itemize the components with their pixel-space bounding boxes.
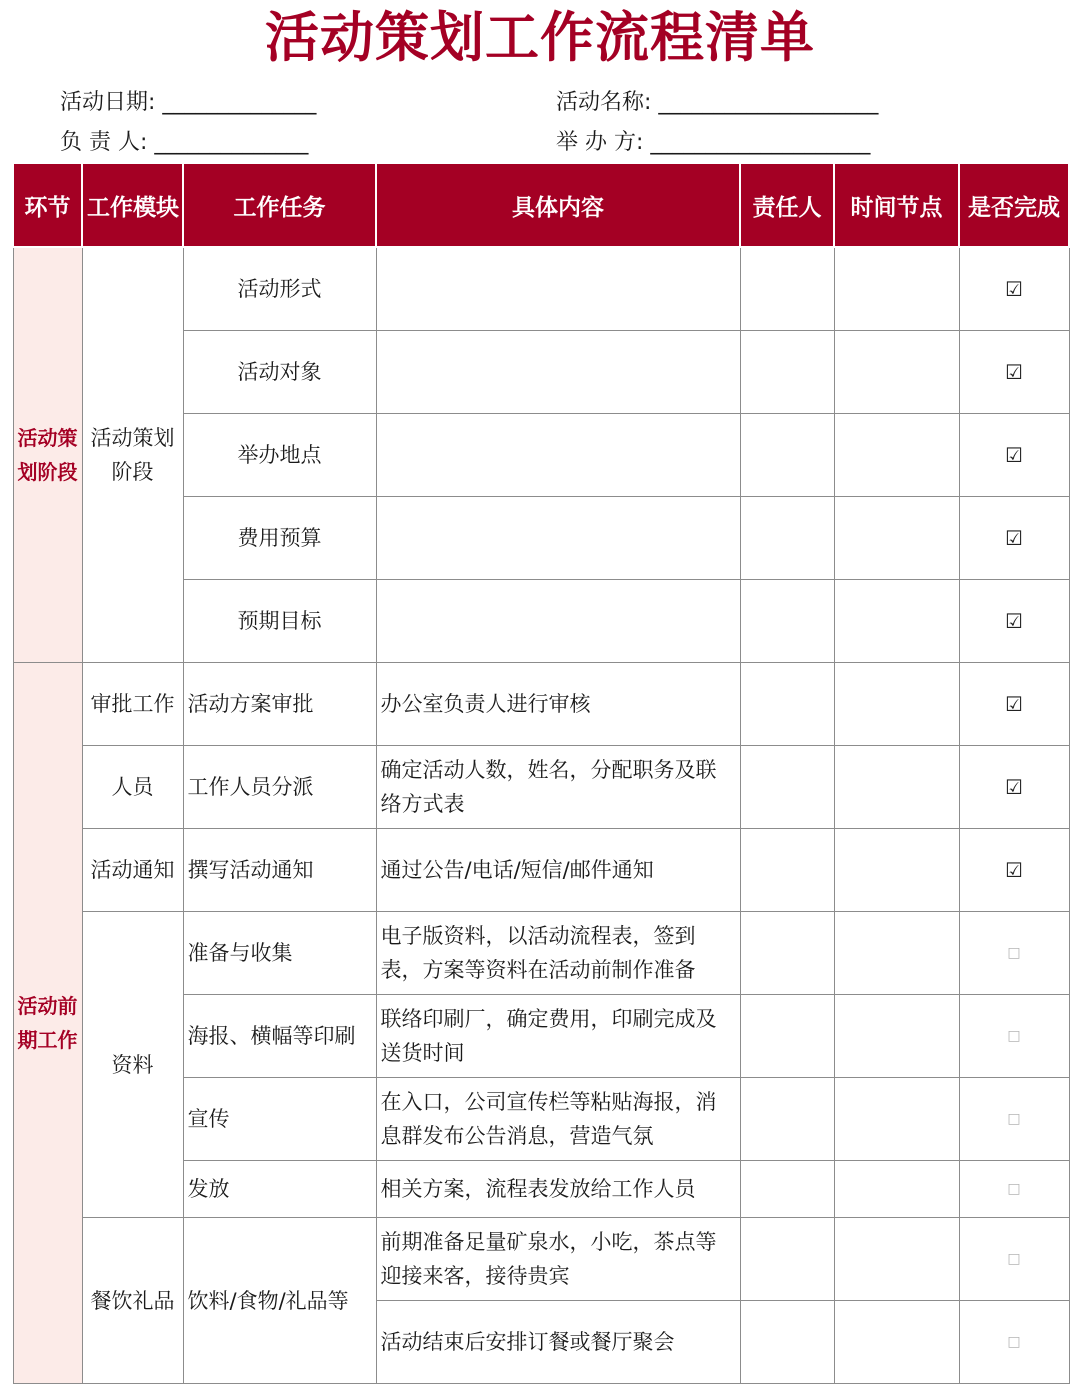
content-cell[interactable]: 电子版资料，以活动流程表，签到表，方案等资料在活动前制作准备 xyxy=(376,912,740,995)
time-cell[interactable] xyxy=(834,580,959,663)
owner-cell[interactable] xyxy=(740,580,834,663)
owner-cell[interactable] xyxy=(740,1078,834,1161)
content-cell[interactable]: 前期准备足量矿泉水，小吃，茶点等迎接来客，接待贵宾 xyxy=(376,1218,740,1301)
content-cell[interactable] xyxy=(376,580,740,663)
header-row xyxy=(13,163,1069,247)
host-label: 举 办 方: xyxy=(556,130,644,155)
time-cell[interactable] xyxy=(834,995,959,1078)
time-cell[interactable] xyxy=(834,1218,959,1301)
owner-cell[interactable] xyxy=(740,912,834,995)
header-owner: 责任人 xyxy=(740,163,834,247)
meta-host xyxy=(556,128,870,158)
done-checkbox[interactable]: ☑ xyxy=(959,580,1069,663)
task-cell: 准备与收集 xyxy=(183,912,376,995)
content-cell[interactable]: 办公室负责人进行审核 xyxy=(376,663,740,746)
content-cell[interactable] xyxy=(376,497,740,580)
table-row xyxy=(13,912,1069,995)
task-cell: 预期目标 xyxy=(183,580,376,663)
task-cell: 活动形式 xyxy=(183,247,376,331)
owner-cell[interactable] xyxy=(740,414,834,497)
header-stage: 环节 xyxy=(13,163,82,247)
table-row xyxy=(13,1218,1069,1301)
done-checkbox[interactable]: □ xyxy=(959,995,1069,1078)
task-cell: 活动对象 xyxy=(183,331,376,414)
table-row xyxy=(13,663,1069,746)
checklist-table xyxy=(12,162,1070,1384)
done-checkbox[interactable]: ☑ xyxy=(959,829,1069,912)
date-label: 活动日期: xyxy=(60,90,156,115)
stage-cell: 活动策划阶段 xyxy=(13,247,82,663)
owner-field[interactable]: ______________ xyxy=(154,130,309,155)
module-cell: 活动策划阶段 xyxy=(82,247,183,663)
time-cell[interactable] xyxy=(834,1301,959,1384)
content-cell[interactable] xyxy=(376,247,740,331)
header-module: 工作模块 xyxy=(82,163,183,247)
done-checkbox[interactable]: □ xyxy=(959,1078,1069,1161)
task-cell: 宣传 xyxy=(183,1078,376,1161)
time-cell[interactable] xyxy=(834,829,959,912)
page-title: 活动策划工作流程清单 xyxy=(265,6,815,69)
owner-label: 负 责 人: xyxy=(60,130,148,155)
table-row xyxy=(13,746,1069,829)
task-cell: 费用预算 xyxy=(183,497,376,580)
content-cell[interactable]: 通过公告/电话/短信/邮件通知 xyxy=(376,829,740,912)
table-row xyxy=(13,829,1069,912)
module-cell: 资料 xyxy=(82,912,183,1218)
done-checkbox[interactable]: ☑ xyxy=(959,414,1069,497)
task-cell: 海报、横幅等印刷 xyxy=(183,995,376,1078)
date-field[interactable]: ______________ xyxy=(162,90,317,115)
header-time: 时间节点 xyxy=(834,163,959,247)
owner-cell[interactable] xyxy=(740,995,834,1078)
content-cell[interactable]: 在入口，公司宣传栏等粘贴海报，消息群发布公告消息，营造气氛 xyxy=(376,1078,740,1161)
done-checkbox[interactable]: □ xyxy=(959,1301,1069,1384)
owner-cell[interactable] xyxy=(740,829,834,912)
table-row xyxy=(13,247,1069,331)
done-checkbox[interactable]: □ xyxy=(959,1218,1069,1301)
done-checkbox[interactable]: ☑ xyxy=(959,331,1069,414)
done-checkbox[interactable]: □ xyxy=(959,1161,1069,1218)
meta-date xyxy=(60,88,316,118)
owner-cell[interactable] xyxy=(740,746,834,829)
meta-owner xyxy=(60,128,308,158)
time-cell[interactable] xyxy=(834,497,959,580)
module-cell: 活动通知 xyxy=(82,829,183,912)
owner-cell[interactable] xyxy=(740,1161,834,1218)
done-checkbox[interactable]: □ xyxy=(959,912,1069,995)
content-cell[interactable] xyxy=(376,414,740,497)
content-cell[interactable] xyxy=(376,331,740,414)
meta-name xyxy=(556,88,878,118)
done-checkbox[interactable]: ☑ xyxy=(959,497,1069,580)
owner-cell[interactable] xyxy=(740,331,834,414)
module-cell: 审批工作 xyxy=(82,663,183,746)
header-done: 是否完成 xyxy=(959,163,1069,247)
content-cell[interactable]: 联络印刷厂，确定费用，印刷完成及送货时间 xyxy=(376,995,740,1078)
content-cell[interactable]: 确定活动人数，姓名，分配职务及联络方式表 xyxy=(376,746,740,829)
module-cell: 人员 xyxy=(82,746,183,829)
done-checkbox[interactable]: ☑ xyxy=(959,247,1069,331)
task-cell: 活动方案审批 xyxy=(183,663,376,746)
task-cell: 工作人员分派 xyxy=(183,746,376,829)
time-cell[interactable] xyxy=(834,1078,959,1161)
time-cell[interactable] xyxy=(834,746,959,829)
content-cell[interactable]: 活动结束后安排订餐或餐厅聚会 xyxy=(376,1301,740,1384)
time-cell[interactable] xyxy=(834,1161,959,1218)
task-cell: 发放 xyxy=(183,1161,376,1218)
owner-cell[interactable] xyxy=(740,1218,834,1301)
time-cell[interactable] xyxy=(834,414,959,497)
task-cell: 举办地点 xyxy=(183,414,376,497)
host-field[interactable]: ____________________ xyxy=(650,130,871,155)
time-cell[interactable] xyxy=(834,912,959,995)
owner-cell[interactable] xyxy=(740,497,834,580)
task-cell: 饮料/食物/礼品等 xyxy=(183,1218,376,1384)
stage-cell: 活动前期工作 xyxy=(13,663,82,1384)
header-content: 具体内容 xyxy=(376,163,740,247)
task-cell: 撰写活动通知 xyxy=(183,829,376,912)
time-cell[interactable] xyxy=(834,247,959,331)
header-task: 工作任务 xyxy=(183,163,376,247)
done-checkbox[interactable]: ☑ xyxy=(959,663,1069,746)
time-cell[interactable] xyxy=(834,663,959,746)
content-cell[interactable]: 相关方案，流程表发放给工作人员 xyxy=(376,1161,740,1218)
owner-cell[interactable] xyxy=(740,247,834,331)
module-cell: 餐饮礼品 xyxy=(82,1218,183,1384)
owner-cell[interactable] xyxy=(740,663,834,746)
done-checkbox[interactable]: ☑ xyxy=(959,746,1069,829)
name-label: 活动名称: xyxy=(556,90,652,115)
owner-cell[interactable] xyxy=(740,1301,834,1384)
time-cell[interactable] xyxy=(834,331,959,414)
name-field[interactable]: ____________________ xyxy=(658,90,879,115)
